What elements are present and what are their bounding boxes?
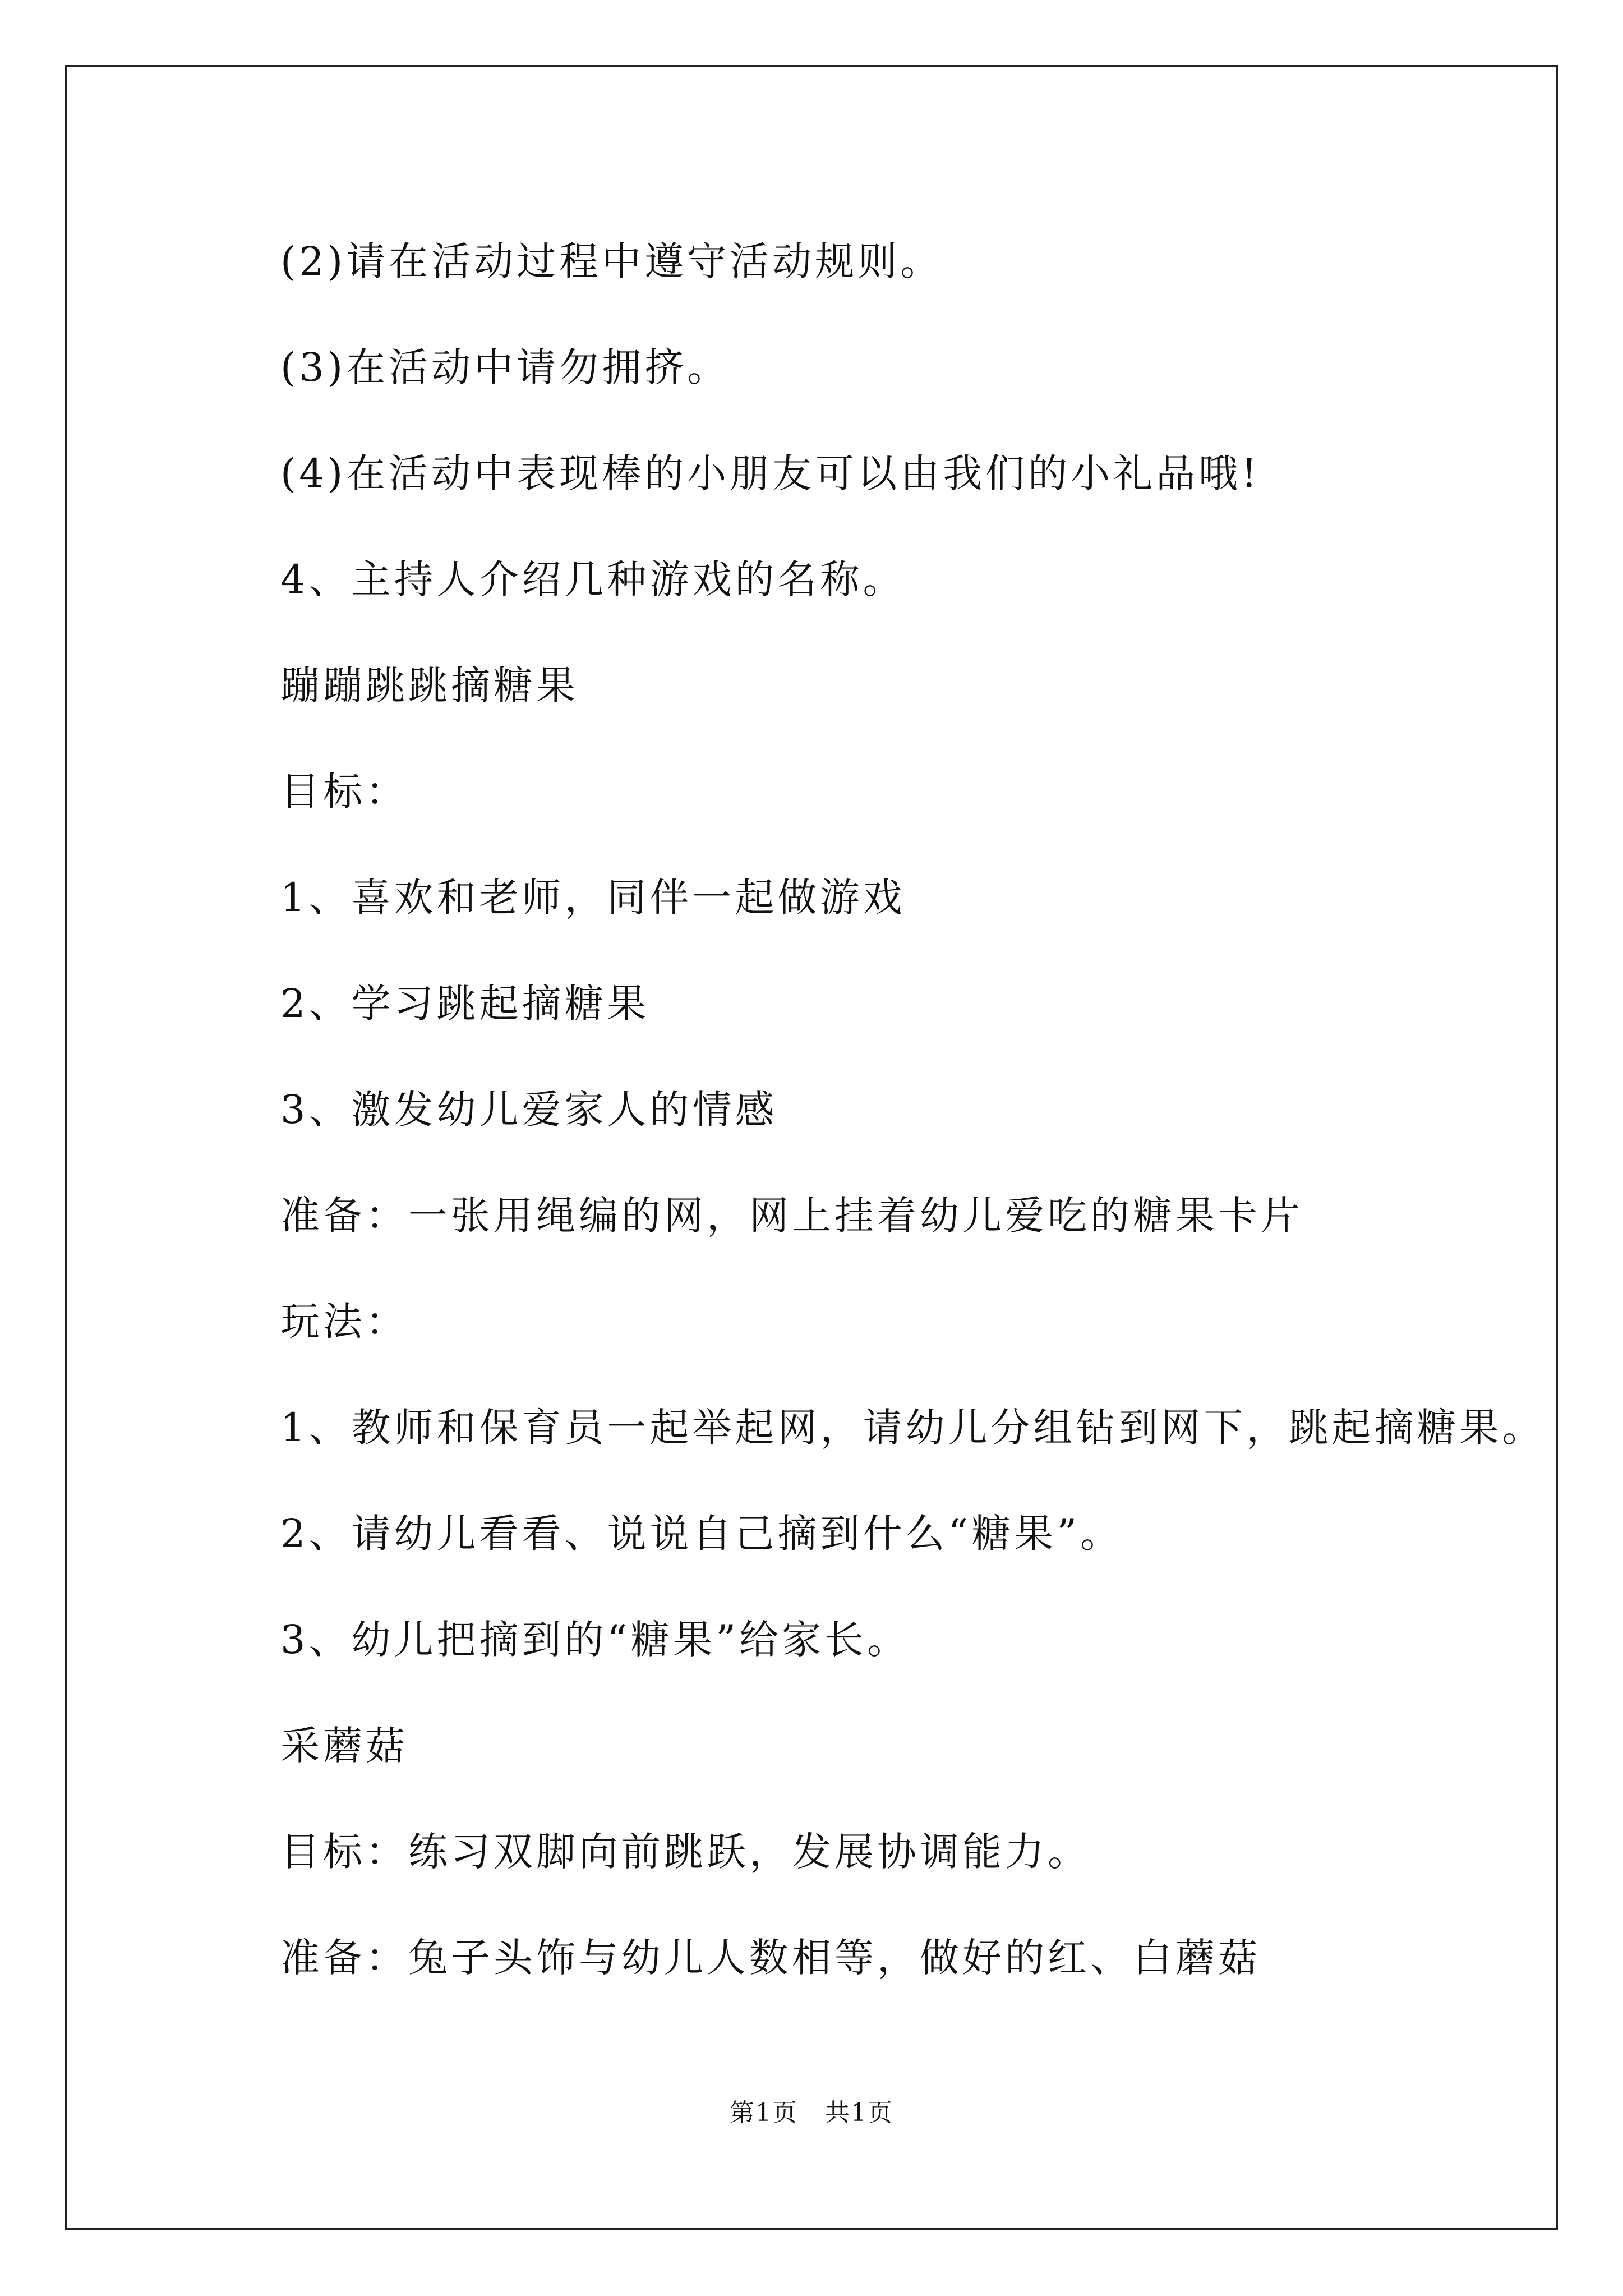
step-4-text: 4、主持人介绍几种游戏的名称。 — [280, 556, 906, 602]
preparation-candy: 准备：一张用绳编的网，网上挂着幼儿爱吃的糖果卡片 — [280, 1193, 1303, 1239]
game-title-candy: 蹦蹦跳跳摘糖果 — [280, 662, 579, 708]
goal-item-2: 2、学习跳起摘糖果 — [280, 981, 650, 1027]
play-step-2: 2、请幼儿看看、说说自己摘到什么“糖果”。 — [280, 1511, 1123, 1557]
goal-item-1: 1、喜欢和老师，同伴一起做游戏 — [280, 875, 906, 921]
game-title-mushroom: 采蘑菇 — [280, 1723, 408, 1769]
goal-heading: 目标： — [280, 769, 408, 815]
rule-item-2: (2)请在活动过程中遵守活动规则。 — [280, 238, 943, 284]
rule-item-4: (4)在活动中表现棒的小朋友可以由我们的小礼品哦! — [280, 450, 1261, 496]
document-body — [280, 209, 1545, 2011]
goal-mushroom: 目标：练习双脚向前跳跃，发展协调能力。 — [280, 1829, 1090, 1875]
play-step-3: 3、幼儿把摘到的“糖果”给家长。 — [280, 1617, 910, 1663]
rule-item-3: (3)在活动中请勿拥挤。 — [280, 344, 730, 390]
page-number: 第1页 共1页 — [730, 2099, 893, 2127]
goal-item-3: 3、激发幼儿爱家人的情感 — [280, 1087, 778, 1133]
play-heading: 玩法： — [280, 1299, 408, 1345]
play-step-1: 1、教师和保育员一起举起网，请幼儿分组钻到网下，跳起摘糖果。 — [280, 1405, 1545, 1451]
preparation-mushroom: 准备：兔子头饰与幼儿人数相等，做好的红、白蘑菇 — [280, 1935, 1261, 1981]
